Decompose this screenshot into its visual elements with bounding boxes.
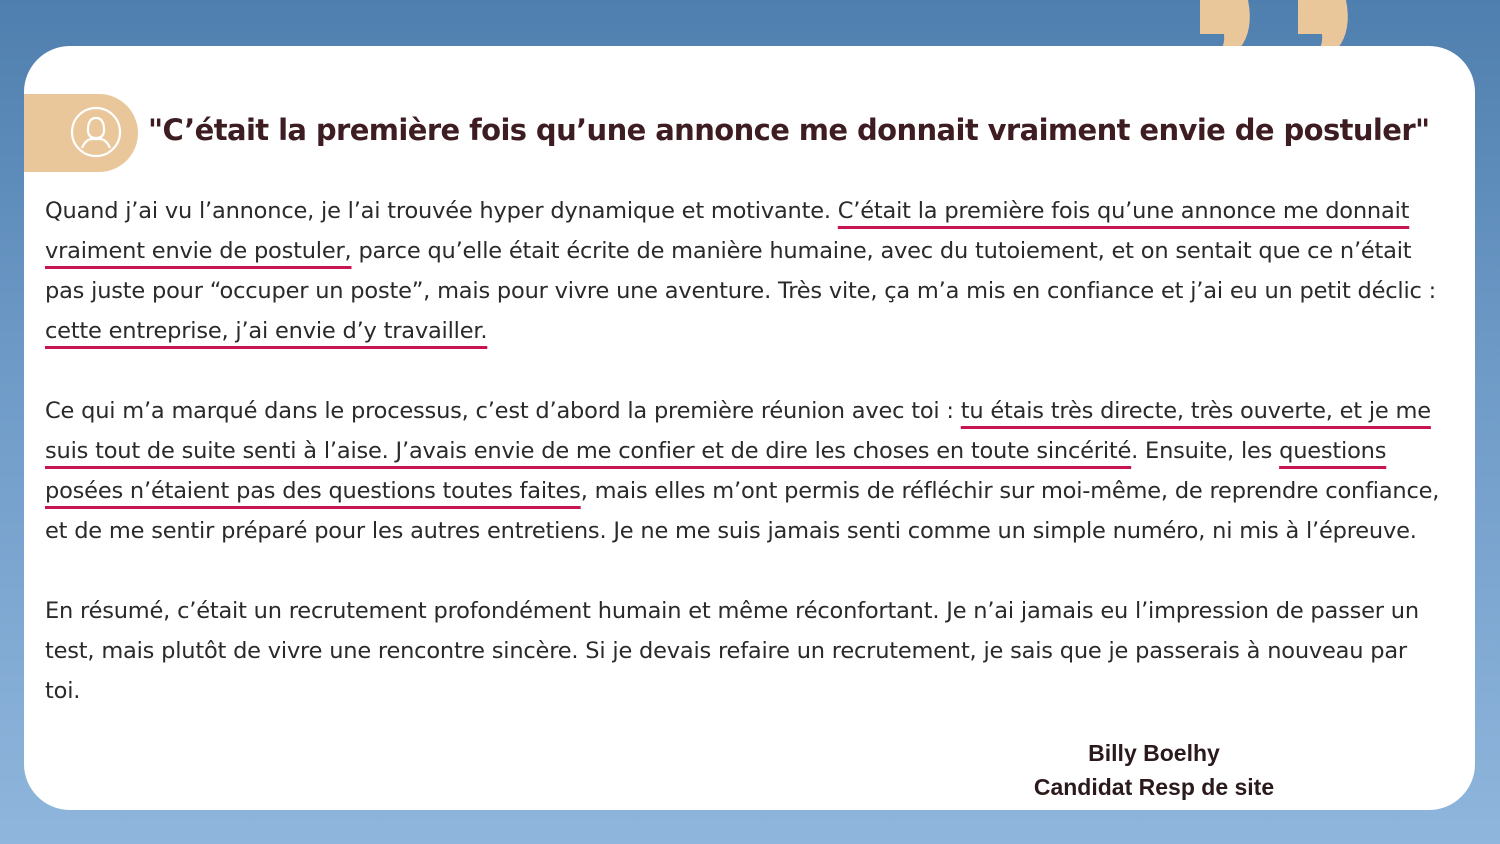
user-avatar-icon [70,106,122,158]
testimonial-headline: "C’était la première fois qu’une annonce me donnait vraiment envie de postuler" [148,113,1430,147]
text-segment: En résumé, c’était un recrutement profondément humain et même réconfortant. Je n’ai jamais eu l’impression de passer un test, mais plutôt de vivre une rencontre sincère. Si je devais refaire un recrutement, je sais que je passerais à nouveau par toi. [45,598,1419,704]
highlighted-phrase: tu étais très directe, très ouverte, et je me suis tout de suite senti à l’aise. J’avais envie de me confier et de dire les choses en toute sincérité [45,398,1431,464]
signature-name: Billy Boelhy [1088,740,1220,766]
text-segment: Quand j’ai vu l’annonce, je l’ai trouvée hyper dynamique et motivante. [45,198,838,224]
text-segment: parce qu’elle était écrite de manière humaine, avec du tutoiement, et on sentait que ce n’était pas juste pour “occuper un poste”, mais pour vivre une aventure. Très vite, ça m’a mis en confiance et j’ai eu un petit déclic : [45,238,1437,304]
paragraph [45,191,1445,351]
paragraph [45,391,1445,551]
highlighted-phrase: questions posées n’étaient pas des questions toutes faites [45,438,1387,504]
signature-role: Candidat Resp de site [1033,774,1275,800]
testimonial-body [45,191,1445,751]
text-segment: . Ensuite, les [1131,438,1280,464]
highlighted-phrase: cette entreprise, j’ai envie d’y travailler. [45,318,488,344]
text-segment: Ce qui m’a marqué dans le processus, c’est d’abord la première réunion avec toi : [45,398,961,424]
text-segment: , mais elles m’ont permis de réfléchir sur moi-même, de reprendre confiance, et de me sentir préparé pour les autres entretiens. Je ne me suis jamais senti comme un simple numéro, ni mis à l’épreuve. [45,478,1440,544]
highlighted-phrase: C’était la première fois qu’une annonce me donnait vraiment envie de postuler, [45,198,1410,264]
testimonial-card [24,46,1475,810]
signature-block [984,736,1324,804]
paragraph [45,591,1445,711]
